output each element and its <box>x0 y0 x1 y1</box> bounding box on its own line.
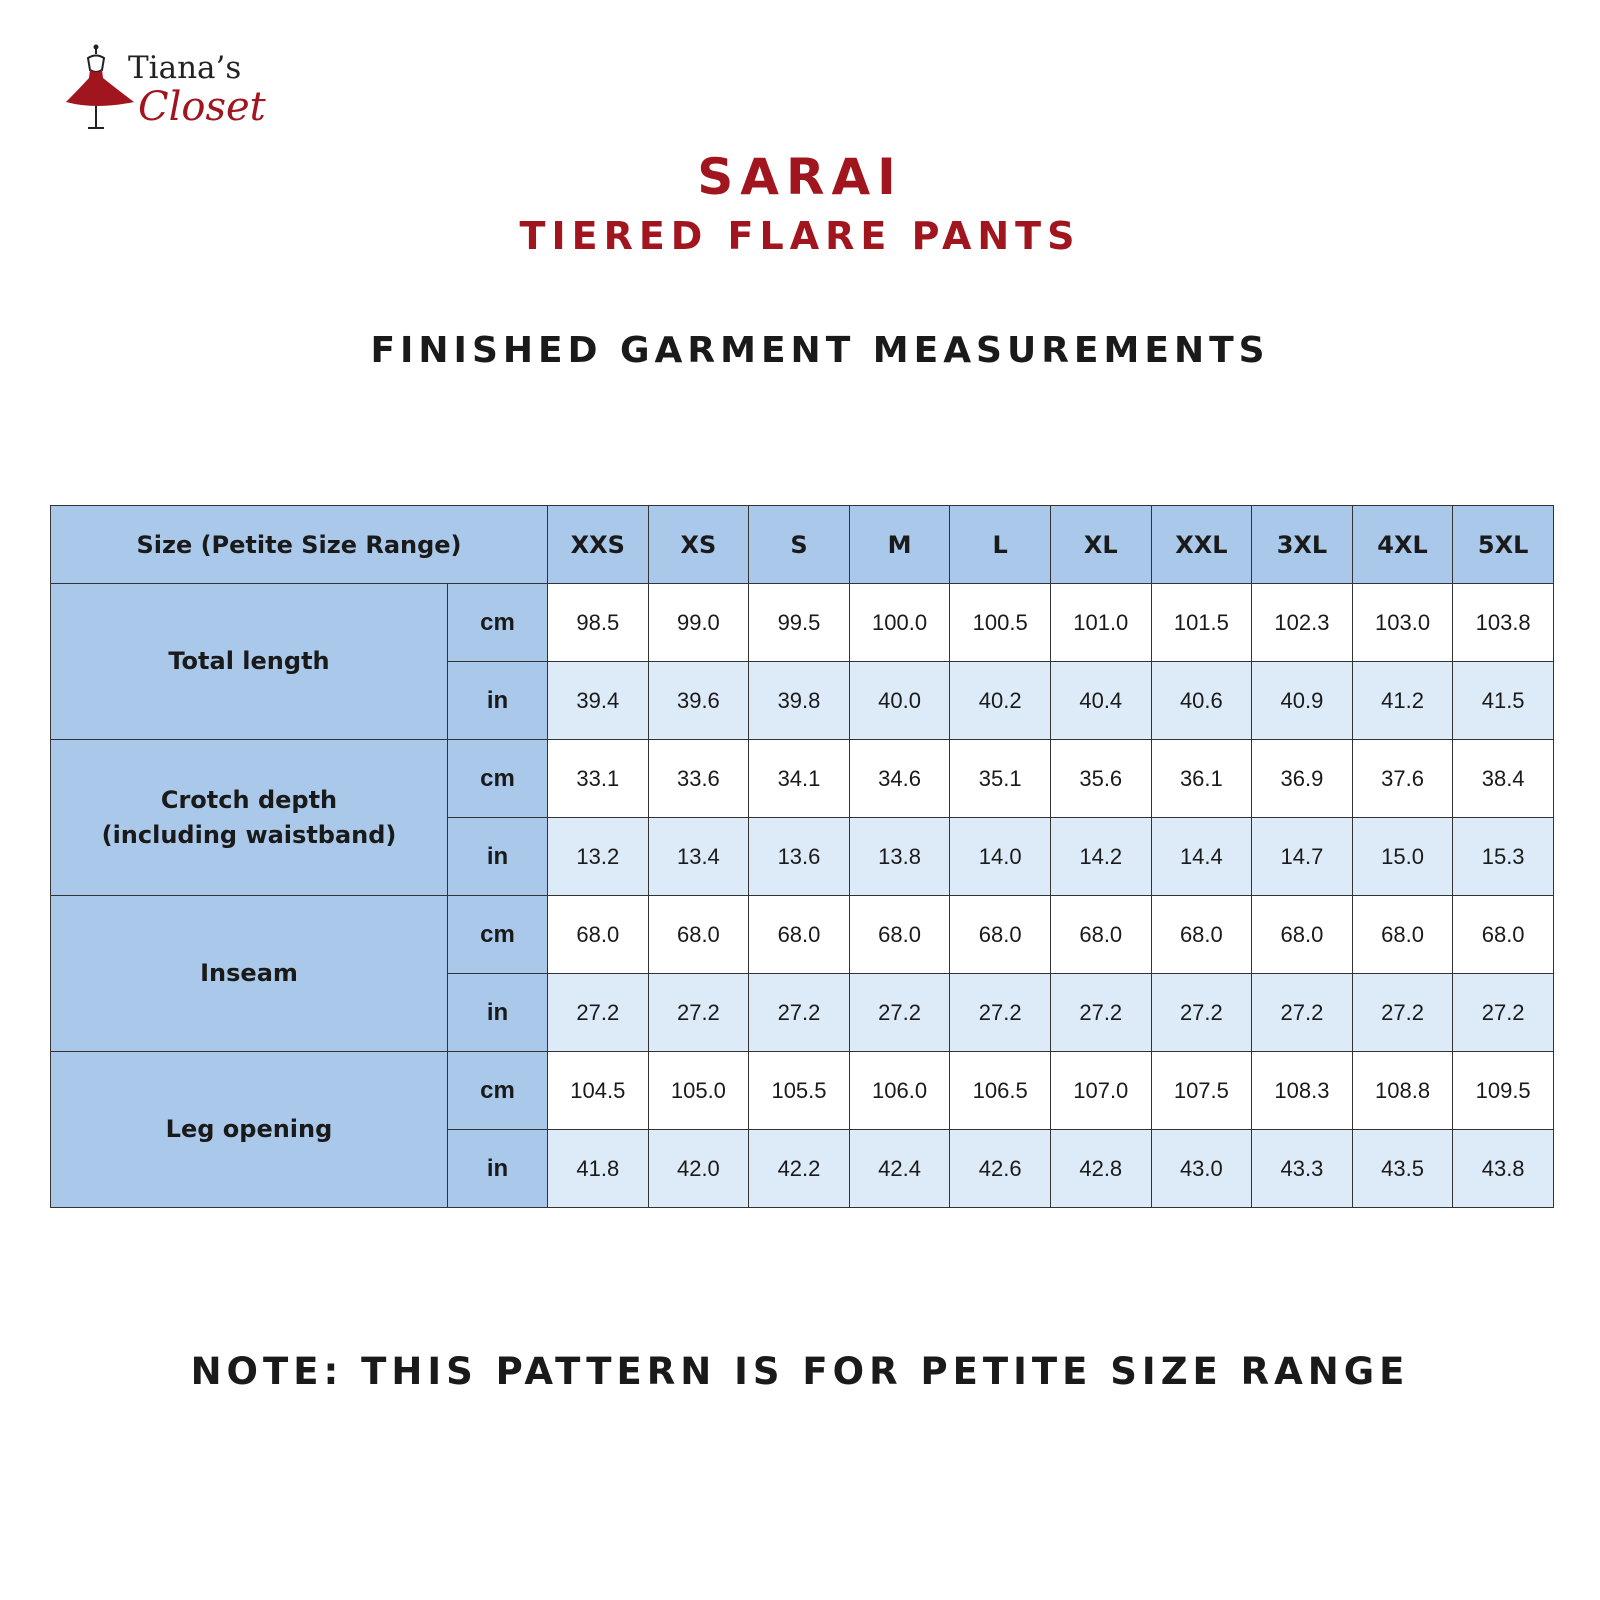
measurement-value: 42.8 <box>1050 1130 1151 1208</box>
measurement-value: 27.2 <box>749 974 850 1052</box>
measurement-table <box>50 505 1554 1208</box>
measurement-value: 106.5 <box>950 1052 1051 1130</box>
measurement-value: 42.0 <box>648 1130 749 1208</box>
measurement-value: 27.2 <box>1453 974 1554 1052</box>
measurement-value: 104.5 <box>548 1052 649 1130</box>
size-header-xs: XS <box>648 506 749 584</box>
measurement-value: 27.2 <box>1050 974 1151 1052</box>
measurement-label <box>51 896 448 1052</box>
measurement-value: 100.0 <box>849 584 950 662</box>
measurement-value: 108.8 <box>1352 1052 1453 1130</box>
measurement-value: 101.0 <box>1050 584 1151 662</box>
measurement-label <box>51 1052 448 1208</box>
measurement-value: 14.7 <box>1252 818 1353 896</box>
measurement-value: 41.5 <box>1453 662 1554 740</box>
table-row <box>51 1052 1554 1130</box>
measurement-value: 42.4 <box>849 1130 950 1208</box>
measurement-value: 68.0 <box>950 896 1051 974</box>
unit-label: in <box>448 974 548 1052</box>
measurement-value: 99.0 <box>648 584 749 662</box>
measurement-value: 13.2 <box>548 818 649 896</box>
measurement-value: 98.5 <box>548 584 649 662</box>
measurement-value: 13.8 <box>849 818 950 896</box>
size-header-xxl: XXL <box>1151 506 1252 584</box>
measurement-value: 35.6 <box>1050 740 1151 818</box>
size-header-4xl: 4XL <box>1352 506 1453 584</box>
table-row <box>51 584 1554 662</box>
measurement-value: 40.9 <box>1252 662 1353 740</box>
section-title: FINISHED GARMENT MEASUREMENTS <box>370 330 1270 371</box>
size-header-xxs: XXS <box>548 506 649 584</box>
unit-label: cm <box>448 1052 548 1130</box>
measurement-value: 42.6 <box>950 1130 1051 1208</box>
measurement-value: 68.0 <box>1151 896 1252 974</box>
table-header-row <box>51 506 1554 584</box>
measurement-value: 15.0 <box>1352 818 1453 896</box>
measurement-value: 105.5 <box>749 1052 850 1130</box>
measurement-value: 41.8 <box>548 1130 649 1208</box>
size-header-l: L <box>950 506 1051 584</box>
brand-logo <box>66 44 266 134</box>
measurement-value: 13.4 <box>648 818 749 896</box>
measurement-value: 101.5 <box>1151 584 1252 662</box>
table-body <box>51 584 1554 1208</box>
measurement-value: 39.8 <box>749 662 850 740</box>
measurement-value: 35.1 <box>950 740 1051 818</box>
unit-label: cm <box>448 584 548 662</box>
measurement-value: 68.0 <box>1050 896 1151 974</box>
measurement-value: 34.1 <box>749 740 850 818</box>
measurement-value: 40.6 <box>1151 662 1252 740</box>
measurement-value: 105.0 <box>648 1052 749 1130</box>
unit-label: in <box>448 1130 548 1208</box>
size-header-3xl: 3XL <box>1252 506 1353 584</box>
measurement-value: 39.6 <box>648 662 749 740</box>
measurement-label <box>51 740 448 896</box>
measurement-value: 107.0 <box>1050 1052 1151 1130</box>
measurement-value: 68.0 <box>1252 896 1353 974</box>
measurement-value: 33.1 <box>548 740 649 818</box>
unit-label: in <box>448 662 548 740</box>
measurement-value: 27.2 <box>849 974 950 1052</box>
unit-label: cm <box>448 896 548 974</box>
table-row <box>51 740 1554 818</box>
product-name: SARAI <box>697 148 903 206</box>
measurement-value: 27.2 <box>648 974 749 1052</box>
red-dress-form-icon <box>66 44 136 134</box>
brand-name-bottom: Closet <box>138 84 266 130</box>
measurement-value: 68.0 <box>1453 896 1554 974</box>
measurement-value: 43.3 <box>1252 1130 1353 1208</box>
measurement-value: 68.0 <box>1352 896 1453 974</box>
measurement-value: 102.3 <box>1252 584 1353 662</box>
measurement-value: 103.0 <box>1352 584 1453 662</box>
measurement-value: 68.0 <box>548 896 649 974</box>
measurement-value: 100.5 <box>950 584 1051 662</box>
measurement-value: 27.2 <box>548 974 649 1052</box>
measurement-value: 42.2 <box>749 1130 850 1208</box>
measurement-value: 14.4 <box>1151 818 1252 896</box>
product-subtitle: TIERED FLARE PANTS <box>519 214 1081 258</box>
table-row <box>51 896 1554 974</box>
size-header-xl: XL <box>1050 506 1151 584</box>
size-header-s: S <box>749 506 850 584</box>
measurement-value: 36.9 <box>1252 740 1353 818</box>
measurement-value: 68.0 <box>648 896 749 974</box>
measurement-value: 43.0 <box>1151 1130 1252 1208</box>
size-header-m: M <box>849 506 950 584</box>
measurement-value: 27.2 <box>950 974 1051 1052</box>
measurement-value: 40.4 <box>1050 662 1151 740</box>
measurement-value: 27.2 <box>1252 974 1353 1052</box>
measurement-value: 34.6 <box>849 740 950 818</box>
measurement-value: 43.8 <box>1453 1130 1554 1208</box>
measurement-value: 39.4 <box>548 662 649 740</box>
measurement-label-line: Leg opening <box>165 1115 333 1143</box>
measurement-value: 38.4 <box>1453 740 1554 818</box>
measurement-label <box>51 584 448 740</box>
unit-label: in <box>448 818 548 896</box>
measurement-value: 40.2 <box>950 662 1051 740</box>
measurement-value: 99.5 <box>749 584 850 662</box>
measurement-value: 41.2 <box>1352 662 1453 740</box>
measurement-value: 27.2 <box>1151 974 1252 1052</box>
measurement-value: 36.1 <box>1151 740 1252 818</box>
measurement-value: 68.0 <box>749 896 850 974</box>
brand-name-top: Tiana’s <box>128 50 242 86</box>
measurement-label-line: Total length <box>168 647 330 675</box>
measurement-label-line: Crotch depth <box>160 785 338 814</box>
measurement-value: 107.5 <box>1151 1052 1252 1130</box>
measurement-value: 14.0 <box>950 818 1051 896</box>
measurement-label-line: Inseam <box>200 959 298 987</box>
petite-note: NOTE: THIS PATTERN IS FOR PETITE SIZE RANGE <box>190 1350 1410 1393</box>
size-header-5xl: 5XL <box>1453 506 1554 584</box>
measurement-value: 33.6 <box>648 740 749 818</box>
measurement-value: 15.3 <box>1453 818 1554 896</box>
measurement-value: 37.6 <box>1352 740 1453 818</box>
measurement-value: 108.3 <box>1252 1052 1353 1130</box>
measurement-value: 27.2 <box>1352 974 1453 1052</box>
measurement-value: 68.0 <box>849 896 950 974</box>
measurement-value: 103.8 <box>1453 584 1554 662</box>
measurement-value: 40.0 <box>849 662 950 740</box>
measurement-value: 109.5 <box>1453 1052 1554 1130</box>
size-range-header: Size (Petite Size Range) <box>51 506 548 584</box>
measurement-value: 43.5 <box>1352 1130 1453 1208</box>
measurement-value: 14.2 <box>1050 818 1151 896</box>
measurement-label-line: (including waistband) <box>101 820 397 849</box>
measurement-value: 13.6 <box>749 818 850 896</box>
unit-label: cm <box>448 740 548 818</box>
measurement-value: 106.0 <box>849 1052 950 1130</box>
